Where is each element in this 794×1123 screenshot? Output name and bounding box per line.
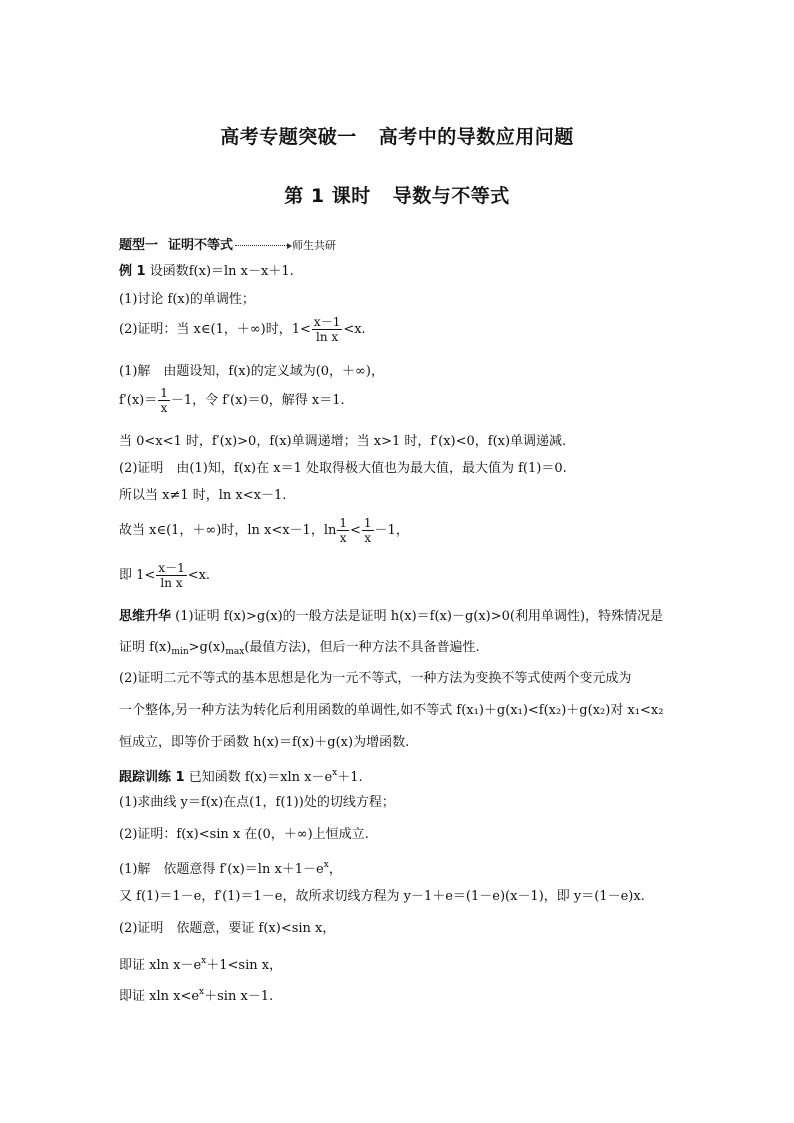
insight-sub-min: min (171, 647, 189, 657)
solution-line-7-numerator: x－1 (158, 561, 185, 575)
lesson-title (0, 181, 794, 208)
solution-line-2-fraction (158, 386, 170, 415)
solution-line-7-fraction (156, 561, 186, 590)
solution-line-5: 所以当 x≠1 时，ln x<x－1. (119, 488, 287, 503)
practice-stem-sup: x (332, 768, 338, 778)
example-question-1: (1)讨论 f(x)的单调性； (119, 292, 255, 307)
q2-fraction (312, 315, 342, 344)
example-label: 例 1 (119, 264, 146, 279)
solution-line-6-pre: 故当 x∈(1，＋∞)时，ln x<x－1，ln (119, 523, 337, 538)
lesson-title-part1: 第 1 课时 (284, 185, 371, 207)
insight-p1-line2-b: >g(x) (188, 640, 226, 655)
solution-line-3: 当 0<x<1 时，f′(x)>0，f(x)单调递增；当 x>1 时，f′(x)<0，f(x)单调递减. (119, 434, 567, 449)
dotted-arrow-icon (235, 245, 287, 246)
insight-line-2 (119, 640, 480, 660)
topic-heading (119, 238, 336, 254)
practice-solution-5-sup: x (199, 987, 205, 997)
solution-line-2-denominator: x (160, 401, 168, 415)
practice-solution-4-b: ＋1<sin x， (206, 958, 283, 973)
q2-pre: (2)证明：当 x∈(1，＋∞)时，1< (119, 322, 311, 337)
example-stem-pre: 设函数 (149, 264, 189, 279)
solution-line-2-numerator: 1 (160, 386, 168, 400)
solution-line-6-numerator-2: 1 (363, 516, 372, 530)
topic-label: 题型一 (119, 238, 159, 253)
insight-line-5: 恒成立，即等价于函数 h(x)＝f(x)＋g(x)为增函数. (119, 735, 410, 750)
q2-denominator: ln x (316, 330, 339, 344)
example-stem (119, 264, 294, 280)
practice-solution-2: 又 f(1)＝1－e，f′(1)＝1－e，故所求切线方程为 y－1＋e＝(1－e)(x－1)，即 y＝(1－e)x. (119, 889, 645, 904)
practice-solution-1 (119, 857, 342, 878)
practice-stem (119, 765, 363, 786)
solution-line-2-pre: f′(x)＝ (119, 393, 158, 408)
practice-solution-5-b: ＋sin x－1. (204, 989, 274, 1004)
solution-line-4: (2)证明 由(1)知，f(x)在 x＝1 处取得极大值也为最大值，最大值为 f(1)＝0. (119, 461, 567, 476)
solution-line-6-numerator-1: 1 (339, 516, 347, 530)
practice-stem-a: 已知函数 f(x)＝xln x－e (188, 770, 333, 785)
lesson-title-part2: 导数与不等式 (392, 185, 510, 207)
insight-p1-line2-a: 证明 f(x) (119, 640, 172, 655)
solution-line-6 (119, 516, 409, 545)
practice-solution-4-sup: x (201, 956, 207, 966)
insight-p1-line2-c: (最值方法)，但后一种方法不具备普遍性. (244, 640, 480, 655)
topic-tag: 师生共研 (292, 239, 337, 252)
solution-line-7 (119, 561, 210, 590)
example-question-2 (119, 315, 366, 344)
solution-line-6-fraction-1 (337, 516, 349, 545)
solution-line-6-denominator-1: x (339, 531, 347, 545)
solution-line-2-post: －1，令 f′(x)＝0，解得 x＝1. (170, 393, 345, 408)
practice-solution-1-sup: x (323, 860, 329, 870)
main-title (0, 122, 794, 149)
insight-label: 思维升华 (119, 609, 172, 624)
insight-line-4: 一个整体,另一种方法为转化后利用函数的单调性,如不等式 f(x₁)＋g(x₁)<f(x₂)＋g(x₂)对 x₁<x₂ (119, 703, 664, 718)
practice-solution-4 (119, 953, 282, 974)
practice-solution-5-a: 即证 xln x<e (119, 989, 200, 1004)
solution-line-7-denominator: ln x (160, 576, 183, 590)
solution-line-7-post: <x. (187, 568, 211, 583)
topic-name: 证明不等式 (168, 238, 234, 253)
solution-line-2 (119, 386, 345, 415)
practice-solution-1-b: ， (328, 862, 342, 877)
solution-line-6-post: －1， (374, 523, 409, 538)
insight-p1-line1: (1)证明 f(x)>g(x)的一般方法是证明 h(x)＝f(x)－g(x)>0(利用单调性)，特殊情况是 (175, 609, 664, 624)
q2-numerator: x－1 (313, 315, 341, 329)
practice-solution-3: (2)证明 依题意，要证 f(x)<sin x， (119, 921, 336, 936)
practice-question-2: (2)证明：f(x)<sin x 在(0，＋∞)上恒成立. (119, 827, 369, 842)
practice-solution-4-a: 即证 xln x－e (119, 958, 202, 973)
main-title-part2: 高考中的导数应用问题 (378, 126, 574, 148)
q2-post: <x. (343, 322, 366, 337)
practice-solution-5 (119, 984, 273, 1005)
solution-line-7-pre: 即 1< (119, 568, 156, 583)
practice-solution-1-a: (1)解 依题意得 f′(x)＝ln x＋1－e (119, 862, 324, 877)
solution-line-6-mid: < (350, 523, 361, 538)
insight-line-3: (2)证明二元不等式的基本思想是化为一元不等式，一种方法为变换不等式使两个变元成为 (119, 671, 632, 686)
insight-line-1 (119, 609, 663, 625)
example-stem-func: f(x)＝ln x－x＋1. (188, 264, 294, 279)
main-title-part1: 高考专题突破一 (220, 126, 357, 148)
insight-sub-max: max (225, 647, 245, 657)
practice-stem-b: ＋1. (337, 770, 363, 785)
solution-line-6-denominator-2: x (364, 531, 372, 545)
solution-line-1: (1)解 由题设知，f(x)的定义域为(0，＋∞)， (119, 364, 384, 379)
practice-label: 跟踪训练 1 (119, 770, 185, 785)
practice-question-1: (1)求曲线 y＝f(x)在点(1，f(1))处的切线方程； (119, 795, 395, 810)
solution-line-6-fraction-2 (362, 516, 374, 545)
